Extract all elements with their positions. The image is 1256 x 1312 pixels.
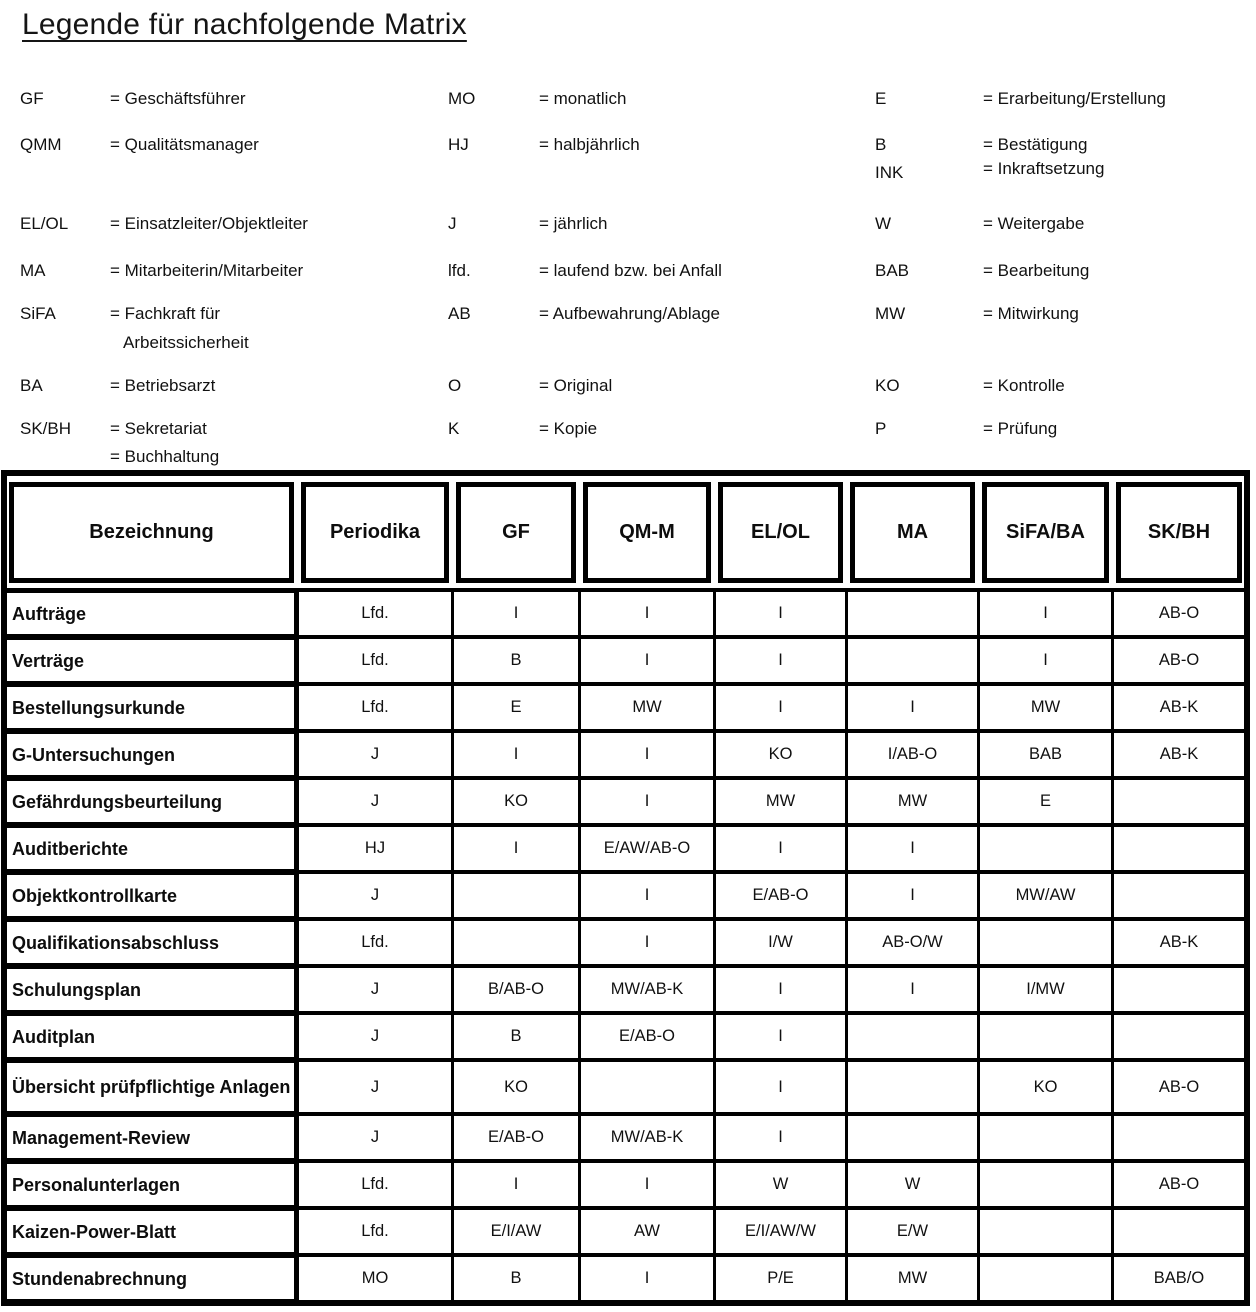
matrix-cell: KO [454,1062,578,1112]
legend-abbr: lfd. [448,261,471,280]
legend-abbr: O [448,376,462,395]
legend-def: = Mitarbeiterin/Mitarbeiter [110,261,304,280]
matrix-cell [848,1116,977,1159]
legend-abbr: MO [448,89,476,108]
matrix-cell: J [299,780,451,823]
legend-abbr: MW [875,304,906,323]
matrix-cell [848,639,977,682]
matrix-cell: AB-O/W [848,921,977,964]
legend-def: = Weitergabe [983,214,1085,233]
matrix-cell: AW [581,1210,713,1253]
legend-def: = Qualitätsmanager [110,135,259,154]
matrix-cell: AB-K [1114,686,1244,729]
matrix-cell: E/AB-O [581,1015,713,1058]
matrix-cell: I [716,592,845,635]
legend-def: = Mitwirkung [983,304,1079,323]
legend-abbr: INK [875,163,904,182]
matrix-cell: J [299,874,451,917]
legend-def: = Original [539,376,613,395]
matrix-cell: I [980,592,1111,635]
matrix-header-row [7,476,1244,588]
legend-def: = Geschäftsführer [110,89,246,108]
matrix-cell: AB-O [1114,1062,1244,1112]
matrix-row-name: Auditberichte [7,827,296,870]
matrix-cell [1114,874,1244,917]
legend-abbr: QMM [20,135,62,154]
matrix-cell: I [716,968,845,1011]
matrix-cell: MO [299,1257,451,1300]
legend-abbr: J [448,214,457,233]
matrix-cell: AB-K [1114,921,1244,964]
matrix-cell: AB-O [1114,1163,1244,1206]
matrix-cell: I [848,827,977,870]
matrix-cell: I [581,1257,713,1300]
matrix-cell [980,1015,1111,1058]
matrix-cell: MW/AB-K [581,1116,713,1159]
matrix-cell: I [581,874,713,917]
legend-abbr: KO [875,376,900,395]
legend-def: = jährlich [539,214,608,233]
matrix-cell: I [454,592,578,635]
matrix-cell: Lfd. [299,686,451,729]
matrix-cell [1114,968,1244,1011]
legend-abbr: MA [20,261,46,280]
matrix-row-name: Management-Review [7,1116,296,1159]
matrix-cell: I [581,733,713,776]
legend-abbr: P [875,419,887,438]
matrix-cell: J [299,1015,451,1058]
legend-abbr: EL/OL [20,214,69,233]
legend-def: = monatlich [539,89,627,108]
matrix-cell [581,1062,713,1112]
matrix-cell: Lfd. [299,921,451,964]
matrix-cell: J [299,733,451,776]
matrix-cell [1114,1116,1244,1159]
responsibility-matrix-table [1,470,1250,1306]
matrix-row-name: Verträge [7,639,296,682]
matrix-row-name: Objektkontrollkarte [7,874,296,917]
matrix-header-cell: GF [456,482,576,583]
matrix-row-name: Gefährdungsbeurteilung [7,780,296,823]
matrix-cell [980,1116,1111,1159]
matrix-cell: J [299,968,451,1011]
legend-def: = halbjährlich [539,135,640,154]
legend-def: = Inkraftsetzung [983,159,1105,178]
matrix-cell [1114,827,1244,870]
matrix-cell: AB-K [1114,733,1244,776]
page-title: Legende für nachfolgende Matrix [22,8,467,41]
legend-def: = Kopie [539,419,598,438]
legend-abbr: HJ [448,135,469,154]
legend-def: = laufend bzw. bei Anfall [539,261,722,280]
matrix-cell: I [848,686,977,729]
matrix-cell: B [454,639,578,682]
legend-abbr: BA [20,376,43,395]
legend-item [0,133,1256,157]
matrix-cell: E/I/AW [454,1210,578,1253]
matrix-cell: I/MW [980,968,1111,1011]
matrix-cell: BAB [980,733,1111,776]
matrix-cell: I [848,874,977,917]
matrix-cell [980,1163,1111,1206]
matrix-cell: Lfd. [299,592,451,635]
legend-def: = Fachkraft für [110,304,221,323]
matrix-cell: BAB/O [1114,1257,1244,1300]
matrix-cell: E/AW/AB-O [581,827,713,870]
legend-abbr: BAB [875,261,910,280]
matrix-cell: W [716,1163,845,1206]
legend-def: = Aufbewahrung/Ablage [539,304,721,323]
matrix-cell: KO [716,733,845,776]
matrix-cell: J [299,1116,451,1159]
matrix-cell: AB-O [1114,639,1244,682]
matrix-cell: MW [848,780,977,823]
matrix-cell: I [454,733,578,776]
matrix-cell: E/AB-O [716,874,845,917]
matrix-cell: I/W [716,921,845,964]
matrix-cell: I [716,1015,845,1058]
matrix-cell: I [581,639,713,682]
legend-item [0,374,1256,398]
legend-def: = Sekretariat [110,419,207,438]
matrix-cell [454,874,578,917]
matrix-row-name: Auditplan [7,1015,296,1058]
matrix-cell: I [716,1062,845,1112]
matrix-row-name: Übersicht prüfpflichtige Anlagen [7,1062,296,1112]
matrix-header-cell: MA [850,482,975,583]
matrix-cell: I [581,780,713,823]
legend-def-line2: Arbeitssicherheit [123,333,249,352]
matrix-cell [980,827,1111,870]
legend-abbr: AB [448,304,471,323]
matrix-cell: Lfd. [299,1210,451,1253]
matrix-row-name: Kaizen-Power-Blatt [7,1210,296,1253]
matrix-cell [1114,1210,1244,1253]
legend-abbr: SK/BH [20,419,72,438]
matrix-cell: I [848,968,977,1011]
matrix-cell [1114,780,1244,823]
legend-def: = Prüfung [983,419,1058,438]
matrix-cell: I/AB-O [848,733,977,776]
matrix-header-cell: Bezeichnung [9,482,294,583]
matrix-cell [848,1015,977,1058]
legend-def: = Erarbeitung/Erstellung [983,89,1166,108]
legend-def-line2: = Buchhaltung [110,447,220,466]
matrix-cell [454,921,578,964]
matrix-header-cell: EL/OL [718,482,843,583]
matrix-cell: Lfd. [299,639,451,682]
matrix-cell: E [454,686,578,729]
matrix-cell: I [581,1163,713,1206]
matrix-row-name: Qualifikationsabschluss [7,921,296,964]
matrix-cell: HJ [299,827,451,870]
matrix-cell: B [454,1015,578,1058]
matrix-cell: MW [848,1257,977,1300]
matrix-cell: I [454,827,578,870]
matrix-header-cell: QM-M [583,482,711,583]
matrix-header-cell: Periodika [301,482,449,583]
matrix-cell: MW/AB-K [581,968,713,1011]
matrix-cell: KO [980,1062,1111,1112]
matrix-cell [1114,1015,1244,1058]
matrix-cell: J [299,1062,451,1112]
legend-item [0,161,1256,185]
legend-def: = Betriebsarzt [110,376,216,395]
matrix-cell: E [980,780,1111,823]
matrix-cell: I [980,639,1111,682]
matrix-cell: Lfd. [299,1163,451,1206]
matrix-cell: B/AB-O [454,968,578,1011]
matrix-cell: B [454,1257,578,1300]
matrix-cell [848,592,977,635]
legend-def: = Bestätigung [983,135,1088,154]
legend-item [0,87,1256,111]
matrix-cell: W [848,1163,977,1206]
matrix-cell: P/E [716,1257,845,1300]
matrix-cell [980,1210,1111,1253]
legend-abbr: B [875,135,887,154]
matrix-cell: I [716,827,845,870]
matrix-cell: I [716,639,845,682]
matrix-cell: KO [454,780,578,823]
matrix-cell: MW [980,686,1111,729]
matrix-header-cell: SK/BH [1116,482,1242,583]
legend-item [0,212,1256,236]
legend-def: = Bearbeitung [983,261,1090,280]
matrix-cell: I [716,1116,845,1159]
matrix-header-cell: SiFA/BA [982,482,1109,583]
matrix-row-name: Stundenabrechnung [7,1257,296,1300]
legend-def: = Kontrolle [983,376,1065,395]
matrix-cell: MW/AW [980,874,1111,917]
matrix-row-name: Personalunterlagen [7,1163,296,1206]
matrix-cell: E/AB-O [454,1116,578,1159]
legend-def: = Einsatzleiter/Objektleiter [110,214,308,233]
matrix-row-name: Aufträge [7,592,296,635]
matrix-cell: E/W [848,1210,977,1253]
matrix-cell: I [581,921,713,964]
matrix-row-name: G-Untersuchungen [7,733,296,776]
matrix-cell: E/I/AW/W [716,1210,845,1253]
matrix-cell [980,1257,1111,1300]
legend-item [0,302,1256,326]
legend-abbr: SiFA [20,304,56,323]
legend-item [0,417,1256,441]
matrix-cell: I [716,686,845,729]
legend-abbr: W [875,214,892,233]
matrix-body [7,588,1244,1300]
matrix-cell: I [581,592,713,635]
matrix-row-name: Schulungsplan [7,968,296,1011]
legend-abbr: K [448,419,460,438]
matrix-row-name: Bestellungsurkunde [7,686,296,729]
matrix-cell [980,921,1111,964]
legend-abbr: E [875,89,887,108]
matrix-cell: MW [581,686,713,729]
legend-abbr: GF [20,89,44,108]
matrix-cell: AB-O [1114,592,1244,635]
matrix-cell: MW [716,780,845,823]
matrix-cell: I [454,1163,578,1206]
legend-item [0,259,1256,283]
matrix-cell [848,1062,977,1112]
